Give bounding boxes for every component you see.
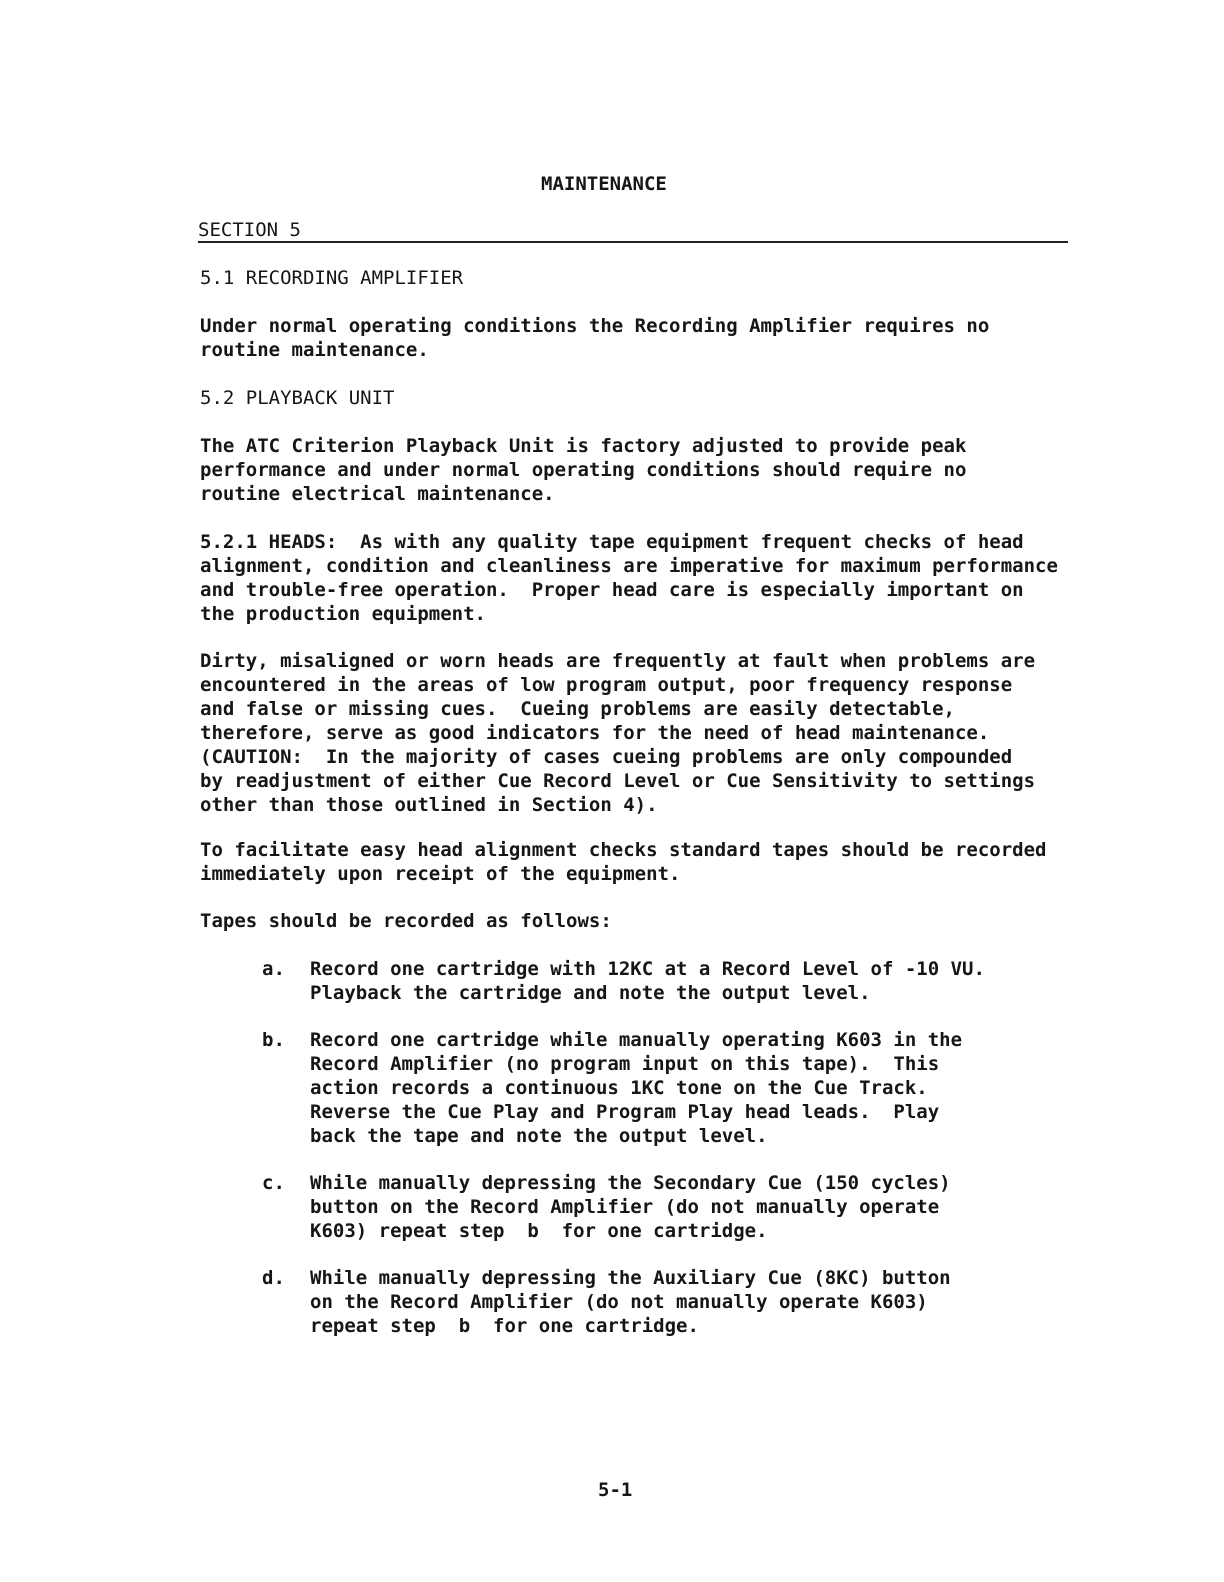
- paragraph-alignment-checks: To facilitate easy head alignment checks standard tapes should be recorded immediately upon receipt of the equipment.: [200, 839, 1047, 885]
- section-label: SECTION 5: [198, 219, 301, 241]
- heading-playback-unit: 5.2 PLAYBACK UNIT: [200, 387, 395, 409]
- page-title: MAINTENANCE: [541, 173, 667, 195]
- paragraph-dirty-heads: Dirty, misaligned or worn heads are frequently at fault when problems are encountered in the areas of low program output, poor frequency response and false or missing cues. Cueing problems are easily detectable, therefore, serve as good indicators for the need of head maintenance. (CAUTION: In the majority of cases cueing problems are only compounded by readjustment of either Cue Record Level or Cue Sensitivity to settings other than those outlined in Section 4).: [200, 650, 1036, 816]
- list-item-text: Record one cartridge while manually operating K603 in the Record Amplifier (no program input on this tape). This action records a continuous 1KC tone on the Cue Track. Reverse the Cue Play and Program Play head leads. Play back the tape and note the output level.: [310, 1029, 963, 1147]
- paragraph-playback-unit: The ATC Criterion Playback Unit is factory adjusted to provide peak performance and under normal operating conditions should require no routine electrical maintenance.: [200, 435, 967, 505]
- list-item-text: Record one cartridge with 12KC at a Record Level of -10 VU. Playback the cartridge and note the output level.: [310, 958, 985, 1004]
- list-item-letter: b.: [262, 1029, 285, 1051]
- paragraph-heads: 5.2.1 HEADS: As with any quality tape equipment frequent checks of head alignment, condition and cleanliness are imperative for maximum performance and trouble-free operation. Proper head care is especially important on the production equipment.: [200, 531, 1058, 625]
- paragraph-tapes-intro: Tapes should be recorded as follows:: [200, 910, 612, 932]
- paragraph-recording-amplifier: Under normal operating conditions the Recording Amplifier requires no routine maintenance.: [200, 315, 990, 361]
- list-item-text: While manually depressing the Secondary Cue (150 cycles) button on the Record Amplifier (do not manually operate K603) repeat step b for one cartridge.: [310, 1172, 951, 1242]
- list-item-letter: a.: [262, 958, 285, 980]
- page-number: 5-1: [598, 1479, 633, 1501]
- heading-recording-amplifier: 5.1 RECORDING AMPLIFIER: [200, 267, 464, 289]
- list-item-letter: c.: [262, 1172, 285, 1194]
- list-item-text: While manually depressing the Auxiliary Cue (8KC) button on the Record Amplifier (do not manually operate K603) repeat step b for one cartridge.: [310, 1267, 951, 1337]
- section-divider: [198, 241, 1068, 243]
- list-item-letter: d.: [262, 1267, 285, 1289]
